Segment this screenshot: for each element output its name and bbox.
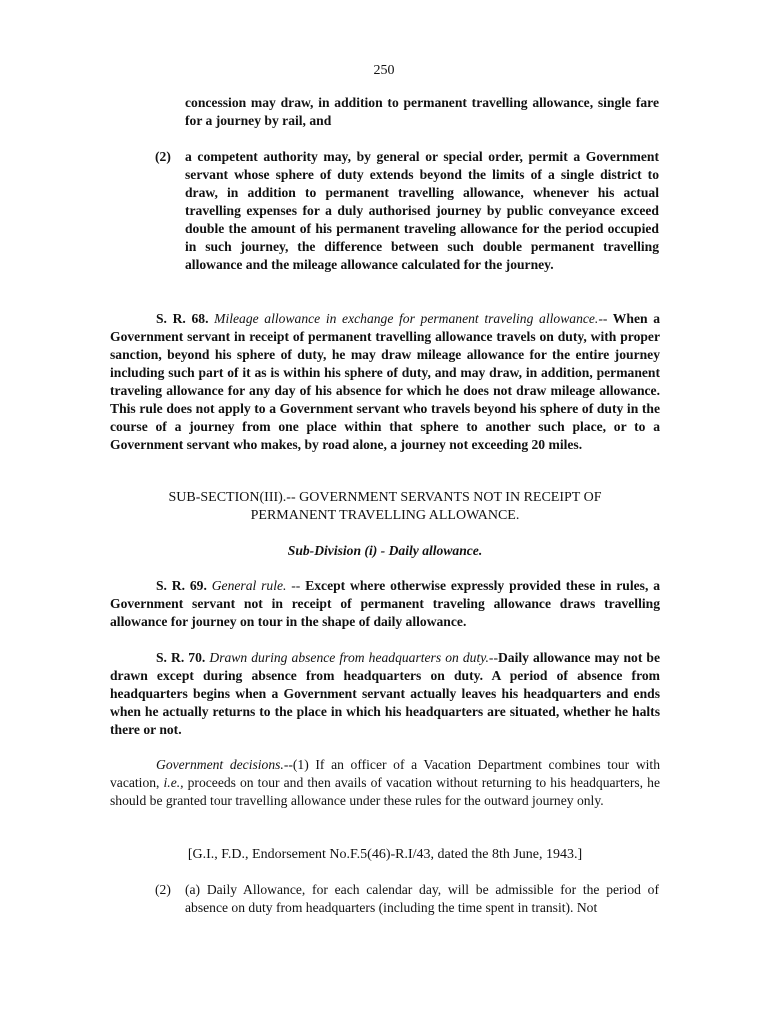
rule-68-title: Mileage allowance in exchange for permanent traveling allowance.-- <box>214 311 608 326</box>
govt-decisions-text-a: (1) If an officer of a Vacation Department combines tour with vacation, <box>110 757 660 790</box>
citation: [G.I., F.D., Endorsement No.F.5(46)-R.I/43, dated the 8th June, 1943.] <box>187 847 583 862</box>
rule-68-text: When a Government servant in receipt of permanent travelling allowance travels on duty, with proper sanction, beyond his sphere of duty, he may draw mileage allowance for the entire journey including such part of it as is within his sphere of duty, and may draw, in addition, permanent traveling allowance for any day of his absence for which he does not draw mileage allowance. This rule does not apply to a Government servant who travels beyond his sphere of duty in the course of a journey from one place within that sphere to another such place, or to a Government servant who makes, by road alone, a journey not exceeding 20 miles. <box>110 311 660 452</box>
rule-68-paragraph <box>110 310 660 454</box>
subdivision-heading: Sub-Division (i) - Daily allowance. <box>287 543 483 558</box>
rule-69-paragraph <box>110 577 660 631</box>
rule-70-title: Drawn during absence from headquarters on duty.-- <box>209 650 498 665</box>
rule-70-text: Daily allowance may not be drawn except during absence from headquarters on duty. A period of absence from headquarters begins when a Government servant actually leaves his headquarters and ends when he actually returns to the place in which his headquarters are situated, whether he halts there or not. <box>110 650 661 737</box>
subsection-heading-line1: SUB-SECTION(III).-- GOVERNMENT SERVANTS NOT IN RECEIPT OF <box>168 490 602 505</box>
rule-69-label: S. R. 69. <box>156 578 207 593</box>
clause-2-paragraph: a competent authority may, by general or special order, permit a Government servant whose sphere of duty extends beyond the limits of a single district to draw, in addition to permanent travelling allowance, whenever his actual travelling expenses for a duly authorised journey by public conveyance exceed double the amount of his permanent traveling allowance for the period occupied in such journey, the difference between such double permanent travelling allowance and the mileage allowance calculated for the journey. <box>185 149 659 272</box>
rule-70-label: S. R. 70. <box>156 650 206 665</box>
clause-2a-paragraph: (a) Daily Allowance, for each calendar day, will be admissible for the period of absence on duty from headquarters (including the time spent in transit). Not <box>185 882 659 915</box>
govt-decisions-ie: i.e., <box>163 775 184 790</box>
govt-decisions-text-b: proceeds on tour and then avails of vacation without returning to his headquarters, he should be granted tour travelling allowance under these rules for the outward journey only. <box>110 775 660 808</box>
govt-decisions-label: Government decisions.-- <box>156 757 293 772</box>
subsection-heading-line2: PERMANENT TRAVELLING ALLOWANCE. <box>250 508 520 523</box>
page-number: 250 <box>373 63 395 78</box>
rule-68-label: S. R. 68. <box>156 311 209 326</box>
subsection-heading <box>110 489 660 525</box>
rule-70-paragraph <box>110 649 660 739</box>
rule-69-title: General rule. -- <box>211 578 301 593</box>
clause-number: (2) <box>155 149 171 164</box>
clause-number: (2) <box>155 882 171 897</box>
government-decisions-paragraph <box>110 756 660 810</box>
rule-69-text: Except where otherwise expressly provided these in rules, a Government servant not in receipt of permanent traveling allowance draws travelling allowance for journey on tour in the shape of daily allowance. <box>110 578 661 629</box>
continuation-paragraph: concession may draw, in addition to permanent travelling allowance, single fare for a journey by rail, and <box>185 95 659 128</box>
